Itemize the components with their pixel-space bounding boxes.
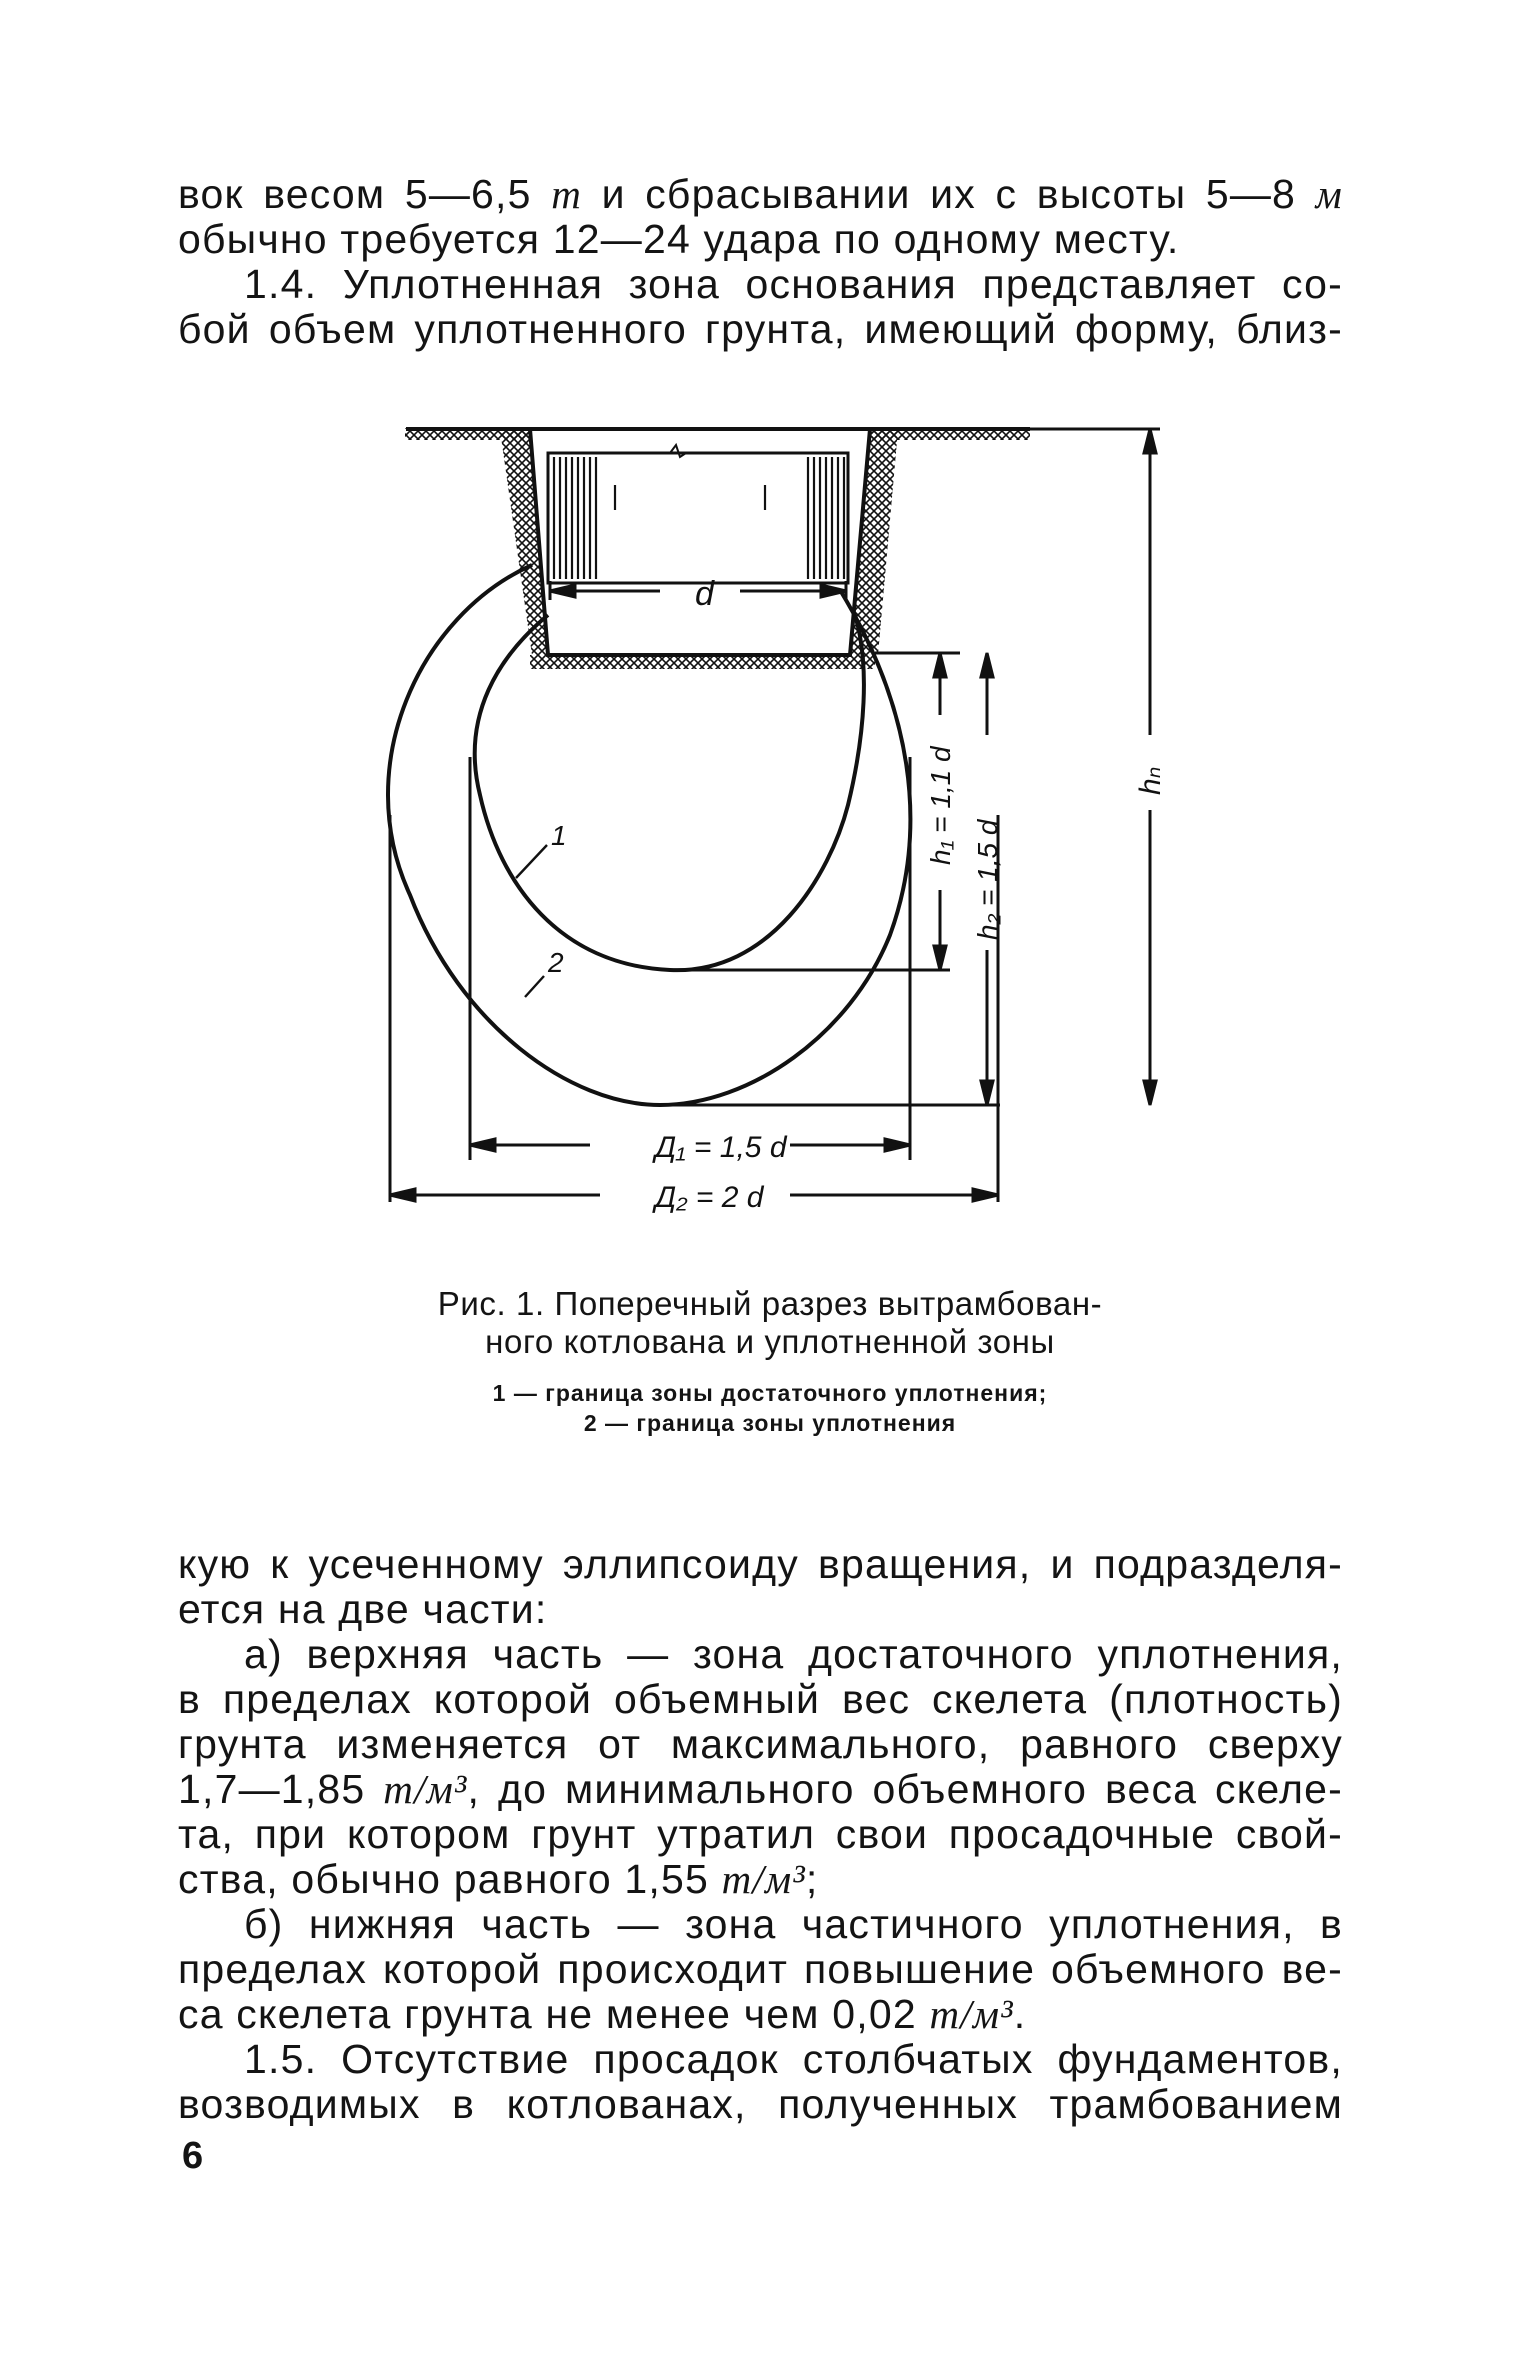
legend-line: 1 — граница зоны достаточного уплотнения; <box>492 1380 1048 1406</box>
text-line: бой объем уплотненного грунта, имеющий форму, близ- <box>178 306 1343 352</box>
text-line: б) нижняя часть — зона частичного уплотнения, в <box>244 1901 1343 1947</box>
text-line: обычно требуется 12—24 удара по одному месту. <box>178 216 1180 262</box>
caption-line: Рис. 1. Поперечный разрез вытрамбован- <box>437 1285 1103 1322</box>
text-line: грунта изменяется от максимального, равного сверху <box>178 1721 1343 1767</box>
text-line: са скелета грунта не менее чем 0,02 т/м³. <box>178 1991 1027 2037</box>
text-line: 1.4. Уплотненная зона основания представляет со- <box>244 261 1343 307</box>
page-number: 6 <box>182 2135 204 2177</box>
text-line: 1.5. Отсутствие просадок столбчатых фундаментов, <box>244 2036 1343 2082</box>
text-line: кую к усеченному эллипсоиду вращения, и подразделя- <box>178 1541 1343 1587</box>
label-hn: hₙ <box>1134 766 1167 795</box>
body-paragraphs <box>178 1542 1343 2127</box>
leader-lines <box>516 845 547 997</box>
label-2: 2 <box>548 947 564 978</box>
text-line: в пределах которой объемный вес скелета (плотность) <box>178 1676 1343 1722</box>
label-h1: h₁ = 1,1 d <box>925 746 956 865</box>
label-d: d <box>695 575 714 613</box>
figure-caption <box>330 1285 1210 1361</box>
text-line: возводимых в котлованах, полученных трамбованием <box>178 2081 1343 2127</box>
label-D2: Д₂ = 2 d <box>655 1181 764 1214</box>
cross-section-figure <box>370 415 1180 1225</box>
figure-legend <box>330 1378 1210 1438</box>
text-line: та, при котором грунт утратил свои просадочные свой- <box>178 1811 1343 1857</box>
text-line: 1,7—1,85 т/м³, до минимального объемного веса скеле- <box>178 1766 1343 1812</box>
label-h2: h₂ = 1,5 d <box>972 819 1003 940</box>
text-line: а) верхняя часть — зона достаточного уплотнения, <box>244 1631 1343 1677</box>
legend-line: 2 — граница зоны уплотнения <box>583 1410 957 1436</box>
rammer-body <box>548 445 848 583</box>
label-D1: Д₁ = 1,5 d <box>655 1131 787 1164</box>
top-paragraph <box>178 172 1343 352</box>
text-line: ства, обычно равного 1,55 т/м³; <box>178 1856 819 1902</box>
label-1: 1 <box>551 820 567 851</box>
text-line: ется на две части: <box>178 1586 548 1632</box>
text-line: пределах которой происходит повышение объемного ве- <box>178 1946 1343 1992</box>
text-line: вок весом 5—6,5 т и сбрасывании их с высоты 5—8 м <box>178 171 1343 217</box>
caption-line: ного котлована и уплотненной зоны <box>485 1323 1055 1360</box>
